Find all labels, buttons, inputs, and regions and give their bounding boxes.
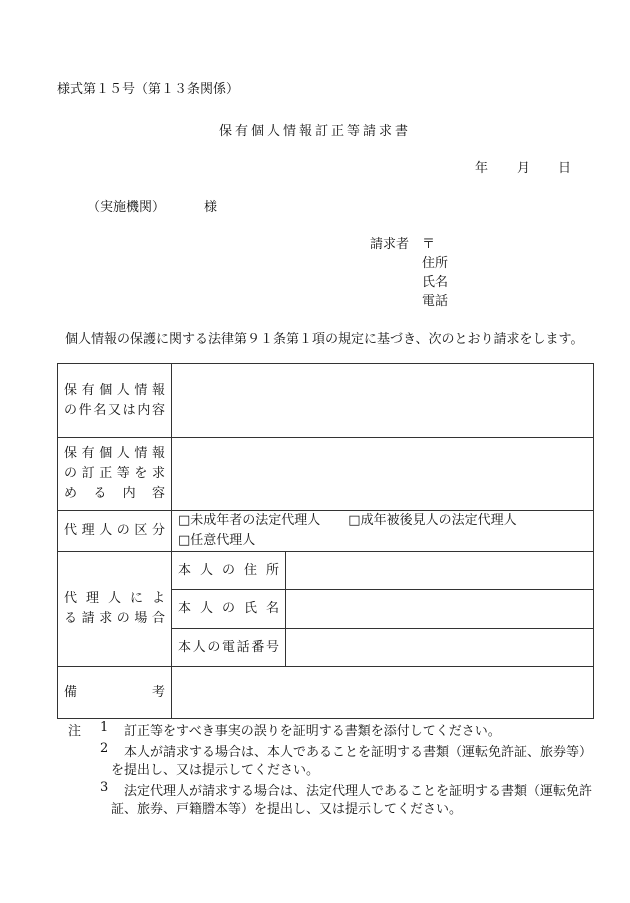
agent-type-options-cell [172, 511, 594, 552]
agent-option-adult-ward[interactable]: □成年被後見人の法定代理人 [348, 513, 517, 528]
date-month-label: 月 [517, 161, 531, 176]
intro-statement: 個人情報の保護に関する法律第９１条第１項の規定に基づき、次のとおり請求をします。 [65, 332, 584, 347]
date-year-label: 年 [475, 161, 489, 176]
content-input-cell[interactable] [172, 438, 594, 511]
date-day-label: 日 [558, 161, 572, 176]
note-3-number: 3 [100, 780, 109, 795]
principal-name-input[interactable] [286, 590, 594, 629]
note-3-continuation: 証、旅券、戸籍謄本等）を提出し、又は提示してください。 [111, 802, 463, 817]
principal-address-input[interactable] [286, 552, 594, 590]
agency-label: （実施機関） [87, 200, 166, 215]
agent-type-label: 代理人の区分 [58, 511, 172, 552]
subject-row [58, 364, 594, 438]
subject-input-cell[interactable] [172, 364, 594, 438]
page-title: 保有個人情報訂正等請求書 [218, 124, 411, 139]
postal-mark: 〒 [422, 237, 436, 252]
principal-name-label: 本人の氏名 [172, 590, 286, 629]
note-1-number: 1 [100, 720, 109, 735]
subject-label-line2: の件名又は内容 [64, 402, 165, 418]
remarks-input-cell[interactable] [172, 667, 594, 719]
notes-heading: 注 [68, 724, 82, 739]
agent-option-voluntary[interactable]: □任意代理人 [178, 533, 256, 548]
request-form-table [57, 363, 594, 719]
content-row [58, 438, 594, 511]
subject-label-cell [58, 364, 172, 438]
content-label-line1: 保有個人情報 [64, 446, 165, 461]
note-1-text: 訂正等をすべき事実の誤りを証明する書類を添付してください。 [124, 724, 501, 739]
remarks-label-cell [58, 667, 172, 719]
agent-request-label-cell [58, 552, 172, 667]
note-3-text: 法定代理人が請求する場合は、法定代理人であることを証明する書類（運転免許 [124, 784, 593, 799]
note-2-text: 本人が請求する場合は、本人であることを証明する書類（運転免許証、旅券等） [124, 745, 593, 760]
content-label-line3: める内容 [64, 486, 165, 501]
content-label-line2: の訂正等を求 [64, 466, 165, 481]
remarks-row [58, 667, 594, 719]
remarks-label-char1: 備 [64, 684, 78, 700]
principal-address-row [58, 552, 594, 590]
content-label-cell [58, 438, 172, 511]
agent-type-row [58, 511, 594, 552]
requester-name-label: 氏名 [422, 275, 449, 290]
principal-address-label: 本人の住所 [172, 552, 286, 590]
principal-phone-input[interactable] [286, 629, 594, 667]
requester-label: 請求者 [370, 237, 410, 252]
form-number: 様式第１５号（第１３条関係） [57, 82, 240, 97]
requester-address-label: 住所 [422, 256, 449, 271]
agent-option-minor[interactable]: □未成年者の法定代理人 [178, 513, 321, 528]
agent-request-label-line1: 代理人によ [64, 591, 165, 606]
remarks-label-char2: 考 [151, 684, 165, 700]
note-2-number: 2 [100, 741, 109, 756]
honorific-label: 様 [204, 200, 218, 215]
agent-request-label-line2: る請求の場合 [64, 611, 165, 626]
note-2-continuation: を提出し、又は提示してください。 [111, 763, 320, 778]
requester-phone-label: 電話 [422, 294, 449, 309]
principal-phone-label: 本人の電話番号 [172, 629, 286, 667]
subject-label-line1: 保有個人情報 [64, 382, 165, 398]
